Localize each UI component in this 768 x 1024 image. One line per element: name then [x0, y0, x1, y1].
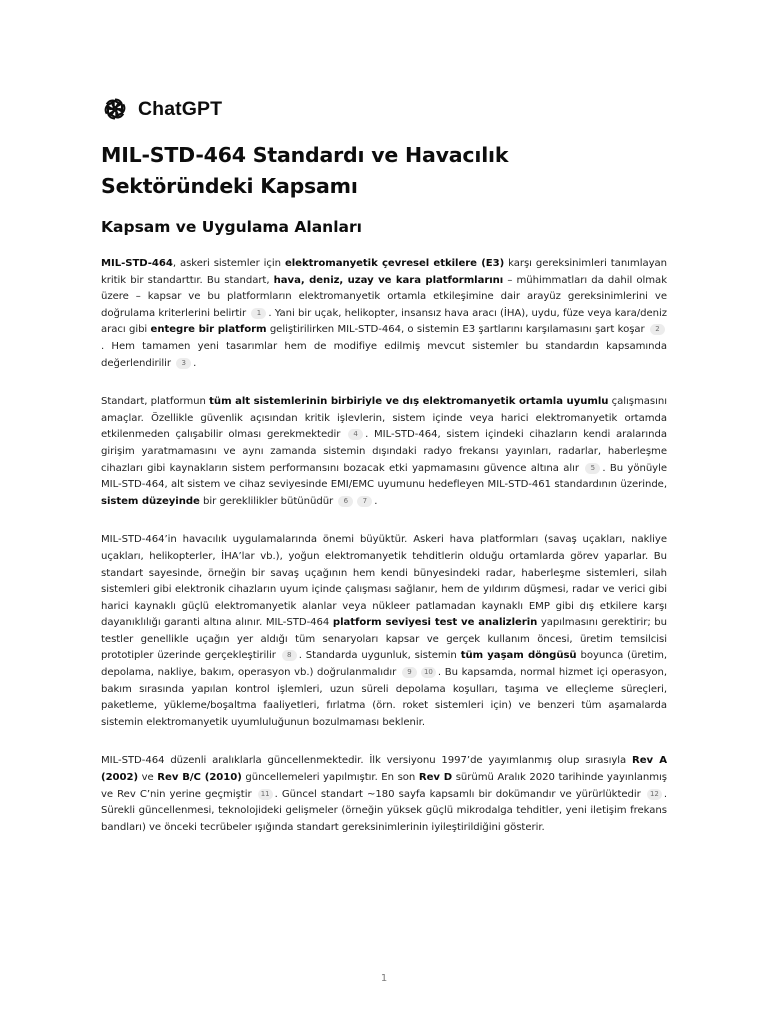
bold-text: tüm yaşam döngüsü [460, 650, 577, 662]
citation-badge[interactable]: 12 [647, 789, 662, 800]
bold-text: hava, deniz, uzay ve kara platformlarını [273, 274, 504, 286]
bold-text: MIL-STD-464 [101, 258, 173, 269]
chatgpt-logo [101, 95, 222, 123]
page-number: 1 [380, 973, 388, 984]
document-body [101, 256, 667, 858]
paragraph: MIL-STD-464 düzenli aralıklarla güncellenmektedir. İlk versiyonu 1997’de yayımlanmış olup sırasıyla Rev A (2002) ve Rev B/C (2010) güncellemeleri yapılmıştır. En son Rev D sürümü Aralık 2020 tarihinde yayınlanmış ve Rev C’nin yerine geçmiştir 11 . Güncel standart ~180 sayfa kapsamlı bir dokümandır ve yürürlüktedir 12 . Sürekli güncellenmesi, teknolojideki gelişmeler (örneğin yüksek güçlü mikrodalga tehditler, yeni iletişim frekans bandları) ve önceki tecrübeler ışığında standart gereksinimlerinin iyileştirildiğini gösterir. [101, 755, 668, 833]
citation-badge[interactable]: 7 [357, 496, 372, 507]
bold-text: sistem düzeyinde [101, 495, 200, 507]
citation-badge[interactable]: 2 [650, 324, 665, 335]
citation-badge[interactable]: 9 [402, 667, 417, 678]
bold-text: entegre bir platform [150, 324, 267, 336]
bold-text: Rev D [418, 772, 453, 784]
bold-text: elektromanyetik çevresel etkilere (E3) [284, 258, 505, 269]
bold-text: Rev A (2002) [101, 755, 667, 784]
bold-text: Rev B/C (2010) [157, 772, 242, 784]
section-heading: Kapsam ve Uygulama Alanları [101, 218, 362, 236]
citation-badge[interactable]: 5 [585, 463, 600, 474]
brand-name: ChatGPT [138, 97, 223, 120]
bold-text: platform seviyesi test ve analizlerin [332, 617, 538, 629]
openai-logo-icon [101, 95, 129, 123]
citation-badge[interactable]: 1 [251, 308, 266, 319]
citation-badge[interactable]: 6 [338, 496, 353, 507]
paragraph: MIL-STD-464, askeri sistemler için elektromanyetik çevresel etkilere (E3) karşı gereksinimleri tanımlayan kritik bir standarttır. Bu standart, hava, deniz, uzay ve kara platformlarını – mühimmatları da dahil olmak üzere – kapsar ve bu platformların elektromanyetik ortamla etkileşimine dair arayüz gereksinimlerini ve doğrulama kriterlerini belirtir 1 . Yani bir uçak, helikopter, insansız hava aracı (İHA), uydu, füze veya kara/deniz aracı gibi entegre bir platform geliştirilirken MIL-STD-464, o sistemin E3 şartlarını karşılamasını şart koşar 2. Hem tamamen yeni tasarımlar hem de modifiye edilmiş mevcut sistemler bu standardın kapsamında değerlendirilir 3 . [101, 258, 667, 369]
citation-badge[interactable]: 11 [258, 789, 273, 800]
bold-text: tüm alt sistemlerinin birbiriyle ve dış elektromanyetik ortamla uyumlu [209, 396, 609, 408]
citation-badge[interactable]: 4 [348, 429, 363, 440]
paragraph: MIL-STD-464’in havacılık uygulamalarında önemi büyüktür. Askeri hava platformları (savaş uçakları, nakliye uçakları, helikopterler, İHA’lar vb.), yoğun elektromanyetik tehditlerin olduğu ortamlarda görev yaparlar. Bu standart sayesinde, örneğin bir savaş uçağının hem kendi bünyesindeki radar, haberleşme sistemleri, silah sistemleri gibi elektronik cihazların uyum içinde çalışması sağlanır, hem de yıldırım düşmesi, radar ve verici gibi harici kaynaklı güçlü elektromanyetik alanlar veya nükleer patlamadan kaynaklı EMP gibi dış etkilere karşı dayanıklılığı garanti altına alınır. MIL-STD-464 platform seviyesi test ve analizlerin yapılmasını gerektirir; bu testler genellikle uçağın yer aldığı tüm senaryoları kapsar ve gerçek kullanım öncesi, üretim temsilcisi prototipler üzerinde gerçekleştirilir 8 . Standarda uygunluk, sistemin tüm yaşam döngüsü boyunca (üretim, depolama, nakliye, bakım, operasyon vb.) doğrulanmalıdır 9 10 . Bu kapsamda, normal hizmet içi operasyon, bakım sırasında yapılan kontrol işlemleri, uzun süreli depolama koşulları, taşıma ve elleçleme süreçleri, paketleme, yükleme/boşaltma faaliyetleri, fırlatma (örn. roket sistemleri için) ve benzeri tüm aşamalarda sistemin elektromanyetik uyumluluğunun bozulmaması beklenir. [101, 534, 668, 728]
paragraph: Standart, platformun tüm alt sistemlerinin birbiriyle ve dış elektromanyetik ortamla uyumlu çalışmasını amaçlar. Özellikle güvenlik açısından kritik işlevlerin, sistem içinde veya harici elektromanyetik ortamda etkilenmeden çalışabilir olması gerekmektedir 4 . MIL-STD-464, sistem içindeki cihazların kendi aralarında girişim yaratmamasını ve aynı zamanda sistemin dışındaki radyo frekansı yayınları, radarlar, haberleşme cihazları gibi kaynakların sistem performansını bozacak etki yapmamasını güvence altına alır 5 . Bu yönüyle MIL-STD-464, alt sistem ve cihaz seviyesinde EMI/EMC uyumunu hedefleyen MIL-STD-461 standardının üzerinde, sistem düzeyinde bir gereklilikler bütünüdür 6 7 . [101, 396, 667, 507]
citation-badge[interactable]: 8 [282, 650, 297, 661]
citation-badge[interactable]: 3 [176, 358, 191, 369]
citation-badge[interactable]: 10 [421, 667, 436, 678]
document-title: MIL-STD-464 Standardı ve Havacılık Sektöründeki Kapsamı [101, 143, 509, 198]
